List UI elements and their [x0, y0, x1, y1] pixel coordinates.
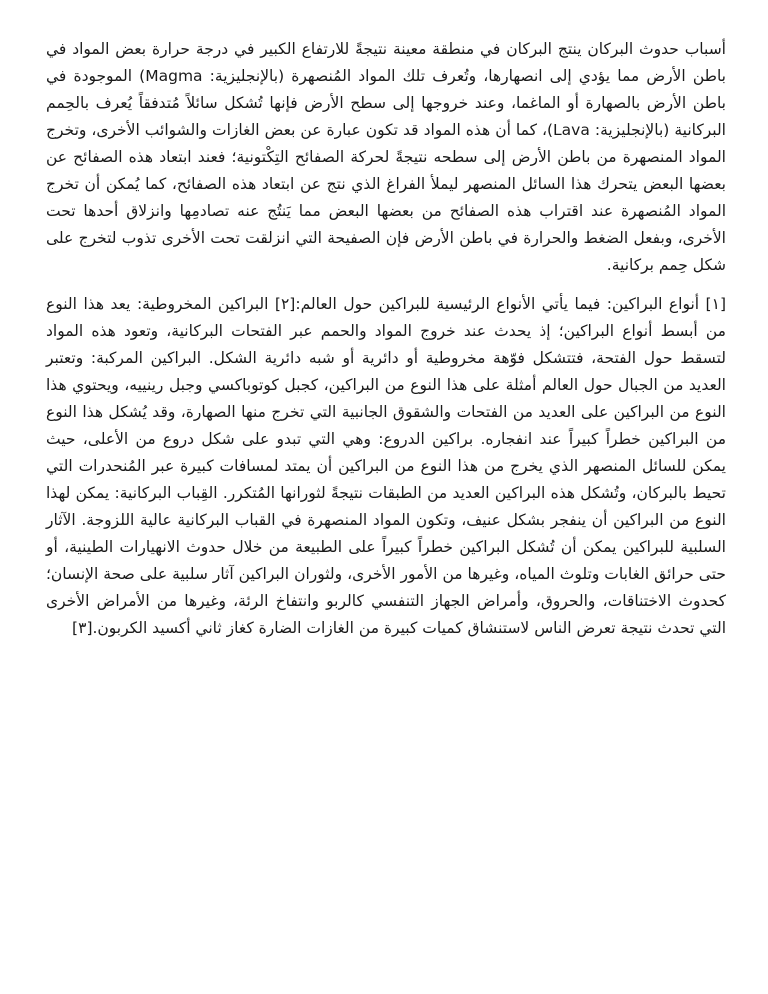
document-page: [46, 36, 726, 654]
paragraph-volcano-causes: أسباب حدوث البركان ينتج البركان في منطقة معينة نتيجةً للارتفاع الكبير في درجة حرارة بعض المواد في باطن الأرض مما يؤدي إلى انصهارها، وتُعرف تلك المواد المُنصهرة (بالإنجليزية: Magma) الموجودة في باطن الأرض بالصهارة أو الماغما، وعند خروجها إلى سطح الأرض فإنها تُشكل سائلاً مُتدفقاً يُعرف بالحِمم البركانية (بالإنجليزية: Lava)، كما أن هذه المواد قد تكون عبارة عن بعض الغازات والشوائب الأخرى، وتخرج المواد المنصهرة من باطن الأرض إلى سطحه نتيجةً لحركة الصفائح التِكْتونية؛ فعند ابتعاد هذه الصفائح عن بعضها البعض يتحرك هذا السائل المنصهر ليملأ الفراغ الذي نتج عن ابتعاد هذه الصفائح، كما يُمكن أن تخرج المواد المُنصهرة عند اقتراب هذه الصفائح من بعضها البعض مما يَنتُج عنه تصادمِها وانزلاق أحدها تحت الأخرى، وبفعل الضغط والحرارة في باطن الأرض فإن الصفيحة التي انزلقت تحت الأخرى تذوب لتخرج على شكل حِمم بركانية.: [46, 40, 726, 274]
paragraph-volcano-types-effects: [١] أنواع البراكين: فيما يأتي الأنواع الرئيسية للبراكين حول العالم:[٢] البراكين المخروطية: يعد هذا النوع من أبسط أنواع البراكين؛ إذ يحدث عند خروج المواد والحمم عبر الفتحات البركانية، وتعود هذه المواد لتسقط حول الفتحة، فتتشكل فوّهة مخروطية أو دائرية أو شبه دائرية الشكل. البراكين المركبة: وتعتبر العديد من الجبال حول العالم أمثلة على هذا النوع من البراكين، كجبل كوتوباكسي وجبل رينييه، ويحتوي هذا النوع من البراكين على العديد من الفتحات والشقوق الجانبية التي تخرج منها الصهارة، وقد يُشكل هذا النوع من البراكين خطراً كبيراً عند انفجاره. براكين الدروع: وهي التي تبدو على شكل دروع من الأعلى، حيث يمكن للسائل المنصهر الذي يخرج من هذا النوع من البراكين أن يمتد لمسافات كبيرة عبر المُنحدرات التي تحيط بالبركان، وتُشكل هذه البراكين العديد من الطبقات نتيجةً لثورانها المُتكرر. القِباب البركانية: يمكن لهذا النوع من البراكين أن ينفجر بشكل عنيف، وتكون المواد المنصهرة في القباب البركانية عالية اللزوجة. الآثار السلبية للبراكين يمكن أن تُشكل البراكين خطراً كبيراً على الطبيعة من خلال حدوث الانهيارات الطينية، أو حتى حرائق الغابات وتلوث المياه، وغيرها من الأمور الأخرى، ولثوران البراكين آثار سلبية على صحة الإنسان؛ كحدوث الاختناقات، والحروق، وأمراض الجهاز التنفسي كالربو وانتفاخ الرئة، وغيرها من الأمراض الأخرى التي تحدث نتيجة تعرض الناس لاستنشاق كميات كبيرة من الغازات الضارة كغاز ثاني أكسيد الكربون.[٣]: [46, 295, 726, 637]
